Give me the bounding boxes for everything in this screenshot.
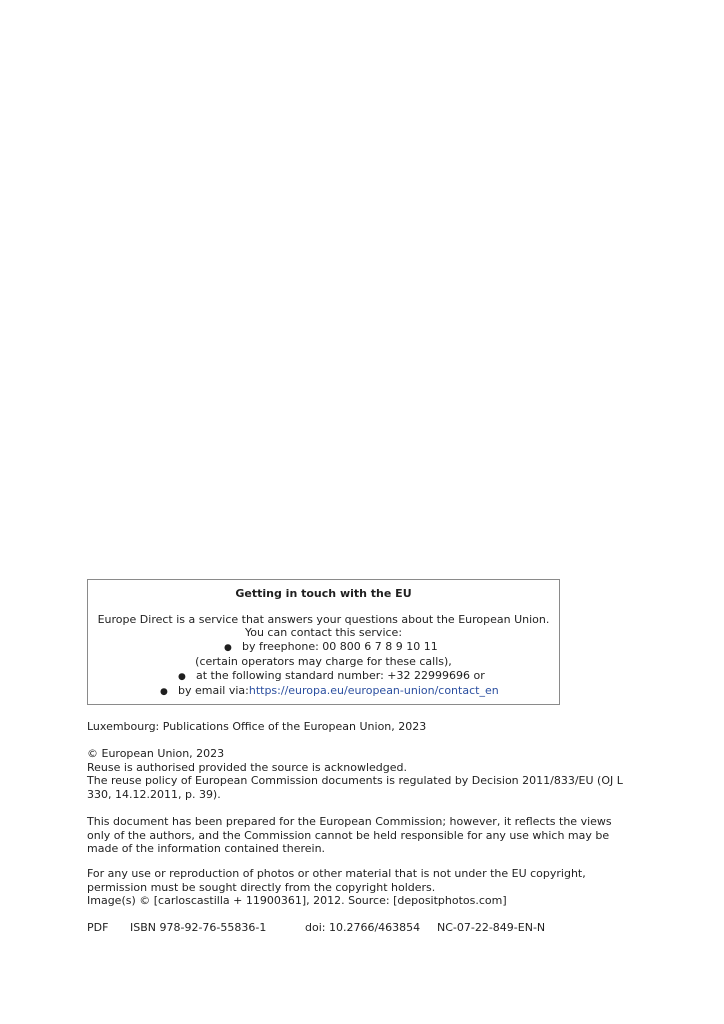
contact-intro-line1: Europe Direct is a service that answers your questions about the European Union. <box>97 613 550 626</box>
freephone-note: (certain operators may charge for these calls), <box>195 655 452 668</box>
standard-number-text: at the following standard number: +32 22999696 or <box>196 669 485 682</box>
bullet-icon: ● <box>224 643 232 653</box>
identifiers-row <box>87 921 545 935</box>
bullet-icon: ● <box>160 687 168 697</box>
copyright-line: © European Union, 2023 <box>87 747 225 760</box>
photo-rights-block <box>87 867 647 908</box>
disclaimer-line: only of the authors, and the Commission cannot be held responsible for any use which may be <box>87 828 610 842</box>
reuse-policy-line-cont: 330, 14.12.2011, p. 39). <box>87 787 221 801</box>
freephone-item <box>224 640 438 656</box>
bullet-icon: ● <box>178 672 186 682</box>
format-label: PDF <box>87 921 109 934</box>
publisher-line: Luxembourg: Publications Office of the European Union, 2023 <box>87 720 427 733</box>
photo-rights-line: permission must be sought directly from the copyright holders. <box>87 880 436 894</box>
photo-rights-line: For any use or reproduction of photos or other material that is not under the EU copyright, <box>87 867 586 880</box>
isbn-number: ISBN 978-92-76-55836-1 <box>130 921 267 934</box>
doi-number: doi: 10.2766/463854 <box>305 921 421 934</box>
disclaimer-block <box>87 815 647 856</box>
email-prefix: by email via: <box>178 684 249 697</box>
image-credit-line: Image(s) © [carloscastilla + 11900361], 2012. Source: [depositphotos.com] <box>87 894 507 907</box>
reuse-line: Reuse is authorised provided the source is acknowledged. <box>87 760 407 774</box>
catalogue-number: NC-07-22-849-EN-N <box>437 921 546 934</box>
standard-number-item <box>178 669 485 685</box>
copyright-block <box>87 747 647 801</box>
contact-box-title: Getting in touch with the EU <box>235 587 412 600</box>
contact-intro-line2: You can contact this service: <box>244 626 403 639</box>
disclaimer-line: This document has been prepared for the European Commission; however, it reflects the views <box>87 815 612 828</box>
email-item <box>160 684 499 700</box>
contact-box <box>87 579 560 705</box>
freephone-text: by freephone: 00 800 6 7 8 9 10 11 <box>242 640 438 653</box>
reuse-policy-line: The reuse policy of European Commission documents is regulated by Decision 2011/833/EU (OJ L <box>87 774 623 787</box>
disclaimer-line: made of the information contained therein. <box>87 842 326 855</box>
contact-email-link[interactable]: https://europa.eu/european-union/contact_en <box>248 684 499 697</box>
